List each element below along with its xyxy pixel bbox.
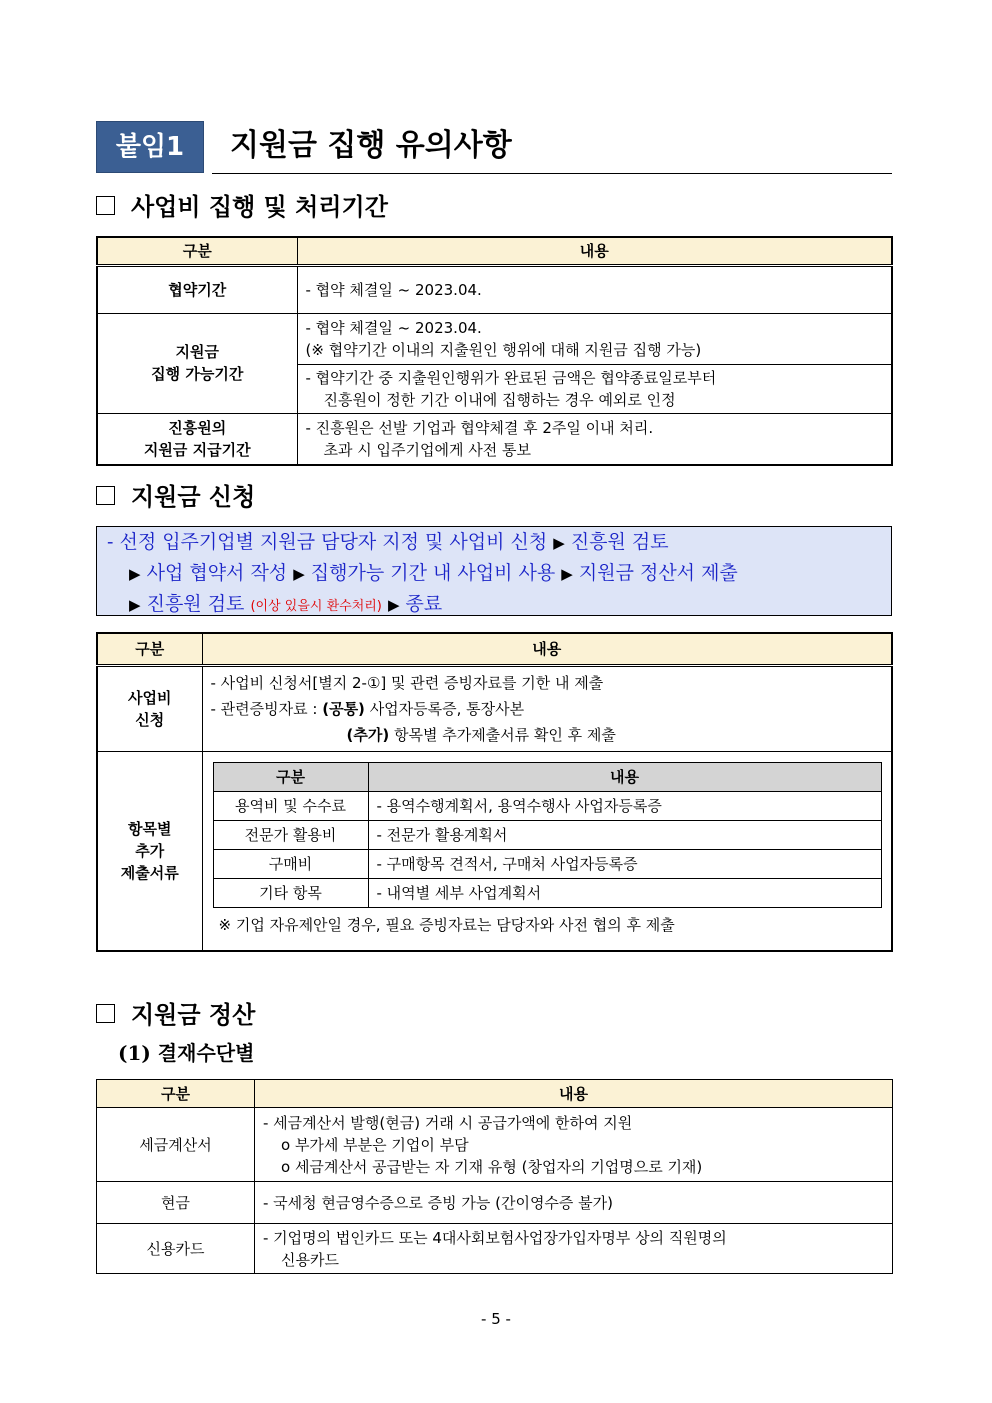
flow-line-3: ▶ 진흥원 검토 (이상 있을시 환수처리) ▶ 종료 bbox=[129, 593, 443, 615]
header-content: 내용 bbox=[255, 1080, 893, 1108]
settlement-table bbox=[96, 1079, 893, 1274]
attachment-badge: 붙임1 bbox=[96, 121, 204, 173]
row-label: 항목별 추가 제출서류 bbox=[97, 751, 202, 951]
application-table-header bbox=[97, 633, 892, 665]
extra-documents-table bbox=[213, 762, 882, 908]
settlement-table-header bbox=[97, 1080, 893, 1108]
title-underline bbox=[212, 173, 892, 174]
section-heading-1: 사업비 집행 및 처리기간 bbox=[96, 190, 388, 224]
header-category: 구분 bbox=[97, 633, 202, 665]
section-heading-2: 지원금 신청 bbox=[96, 480, 255, 514]
arrow-right-icon: ▶ bbox=[553, 534, 565, 552]
header-content: 내용 bbox=[297, 237, 892, 265]
checkbox-square-icon bbox=[96, 196, 115, 215]
page-title: 지원금 집행 유의사항 bbox=[230, 128, 512, 163]
application-table bbox=[96, 632, 893, 952]
section-heading-3: 지원금 정산 bbox=[96, 998, 255, 1032]
row-label: 협약기간 bbox=[97, 265, 297, 313]
table-row: 기타 항목 - 내역별 세부 사업계획서 bbox=[213, 878, 881, 907]
subsection-heading: (1) 결재수단별 bbox=[118, 1041, 255, 1065]
header-category: 구분 bbox=[97, 1080, 255, 1108]
row-content: - 협약 체결일 ~ 2023.04. (※ 협약기간 이내의 지출원인 행위에 대해 지원금 집행 가능) bbox=[297, 313, 892, 364]
period-table bbox=[96, 236, 893, 466]
table-row bbox=[97, 665, 892, 751]
arrow-right-icon: ▶ bbox=[293, 565, 305, 583]
extra-documents-note: ※ 기업 자유제안일 경우, 필요 증빙자료는 담당자와 사전 협의 후 제출 bbox=[218, 915, 675, 934]
table-row: 구매비 - 구매항목 견적서, 구매처 사업자등록증 bbox=[213, 849, 881, 878]
extra-documents-header: 구분 내용 bbox=[213, 762, 881, 791]
row-label: 사업비 신청 bbox=[97, 665, 202, 751]
arrow-right-icon: ▶ bbox=[129, 596, 141, 614]
checkbox-square-icon bbox=[96, 1004, 115, 1023]
header-category: 구분 bbox=[97, 237, 297, 265]
row-label: 현금 bbox=[97, 1182, 255, 1224]
table-row bbox=[97, 1224, 893, 1274]
table-row bbox=[97, 413, 892, 465]
row-content bbox=[202, 751, 892, 951]
row-label: 진흥원의 지원금 지급기간 bbox=[97, 413, 297, 465]
table-row bbox=[97, 1108, 893, 1182]
row-content: - 기업명의 법인카드 또는 4대사회보험사업장가입자명부 상의 직원명의 신용카드 bbox=[255, 1224, 893, 1274]
checkbox-square-icon bbox=[96, 486, 115, 505]
page-number: - 5 - bbox=[481, 1310, 511, 1328]
row-content: - 세금계산서 발행(현금) 거래 시 공급가액에 한하여 지원 o 부가세 부분은 기업이 부담 o 세금계산서 공급받는 자 기재 유형 (창업자의 기업명으로 기재) bbox=[255, 1108, 893, 1182]
table-row bbox=[97, 751, 892, 951]
flow-line-2: ▶ 사업 협약서 작성 ▶ 집행가능 기간 내 사업비 사용 ▶ 지원금 정산서 제출 bbox=[129, 562, 738, 584]
header-content: 내용 bbox=[202, 633, 892, 665]
row-content: - 사업비 신청서[별지 2-①] 및 관련 증빙자료를 기한 내 제출 - 관련증빙자료 : (공통) 사업자등록증, 통장사본 (추가) 항목별 추가제출서류 확인 후 제출 bbox=[202, 665, 892, 751]
period-table-header bbox=[97, 237, 892, 265]
row-label: 세금계산서 bbox=[97, 1108, 255, 1182]
table-row: 전문가 활용비 - 전문가 활용계획서 bbox=[213, 820, 881, 849]
table-row bbox=[97, 1182, 893, 1224]
row-content: - 진흥원은 선발 기업과 협약체결 후 2주일 이내 처리. 초과 시 입주기업에게 사전 통보 bbox=[297, 413, 892, 465]
row-content: - 협약 체결일 ~ 2023.04. bbox=[297, 265, 892, 313]
row-content: - 협약기간 중 지출원인행위가 완료된 금액은 협약종료일로부터 진흥원이 정한 기간 이내에 집행하는 경우 예외로 인정 bbox=[297, 364, 892, 413]
row-label: 지원금 집행 가능기간 bbox=[97, 313, 297, 413]
refund-note: (이상 있을시 환수처리) bbox=[250, 599, 382, 614]
flow-line-1: - 선정 입주기업별 지원금 담당자 지정 및 사업비 신청 ▶ 진흥원 검토 bbox=[107, 531, 669, 553]
table-row bbox=[97, 265, 892, 313]
row-content: - 국세청 현금영수증으로 증빙 가능 (간이영수증 불가) bbox=[255, 1182, 893, 1224]
application-flow-box bbox=[96, 526, 892, 616]
arrow-right-icon: ▶ bbox=[129, 565, 141, 583]
title-row bbox=[96, 118, 892, 174]
arrow-right-icon: ▶ bbox=[561, 565, 573, 583]
table-row bbox=[97, 313, 892, 364]
row-label: 신용카드 bbox=[97, 1224, 255, 1274]
arrow-right-icon: ▶ bbox=[387, 596, 400, 614]
table-row: 용역비 및 수수료 - 용역수행계획서, 용역수행사 사업자등록증 bbox=[213, 791, 881, 820]
